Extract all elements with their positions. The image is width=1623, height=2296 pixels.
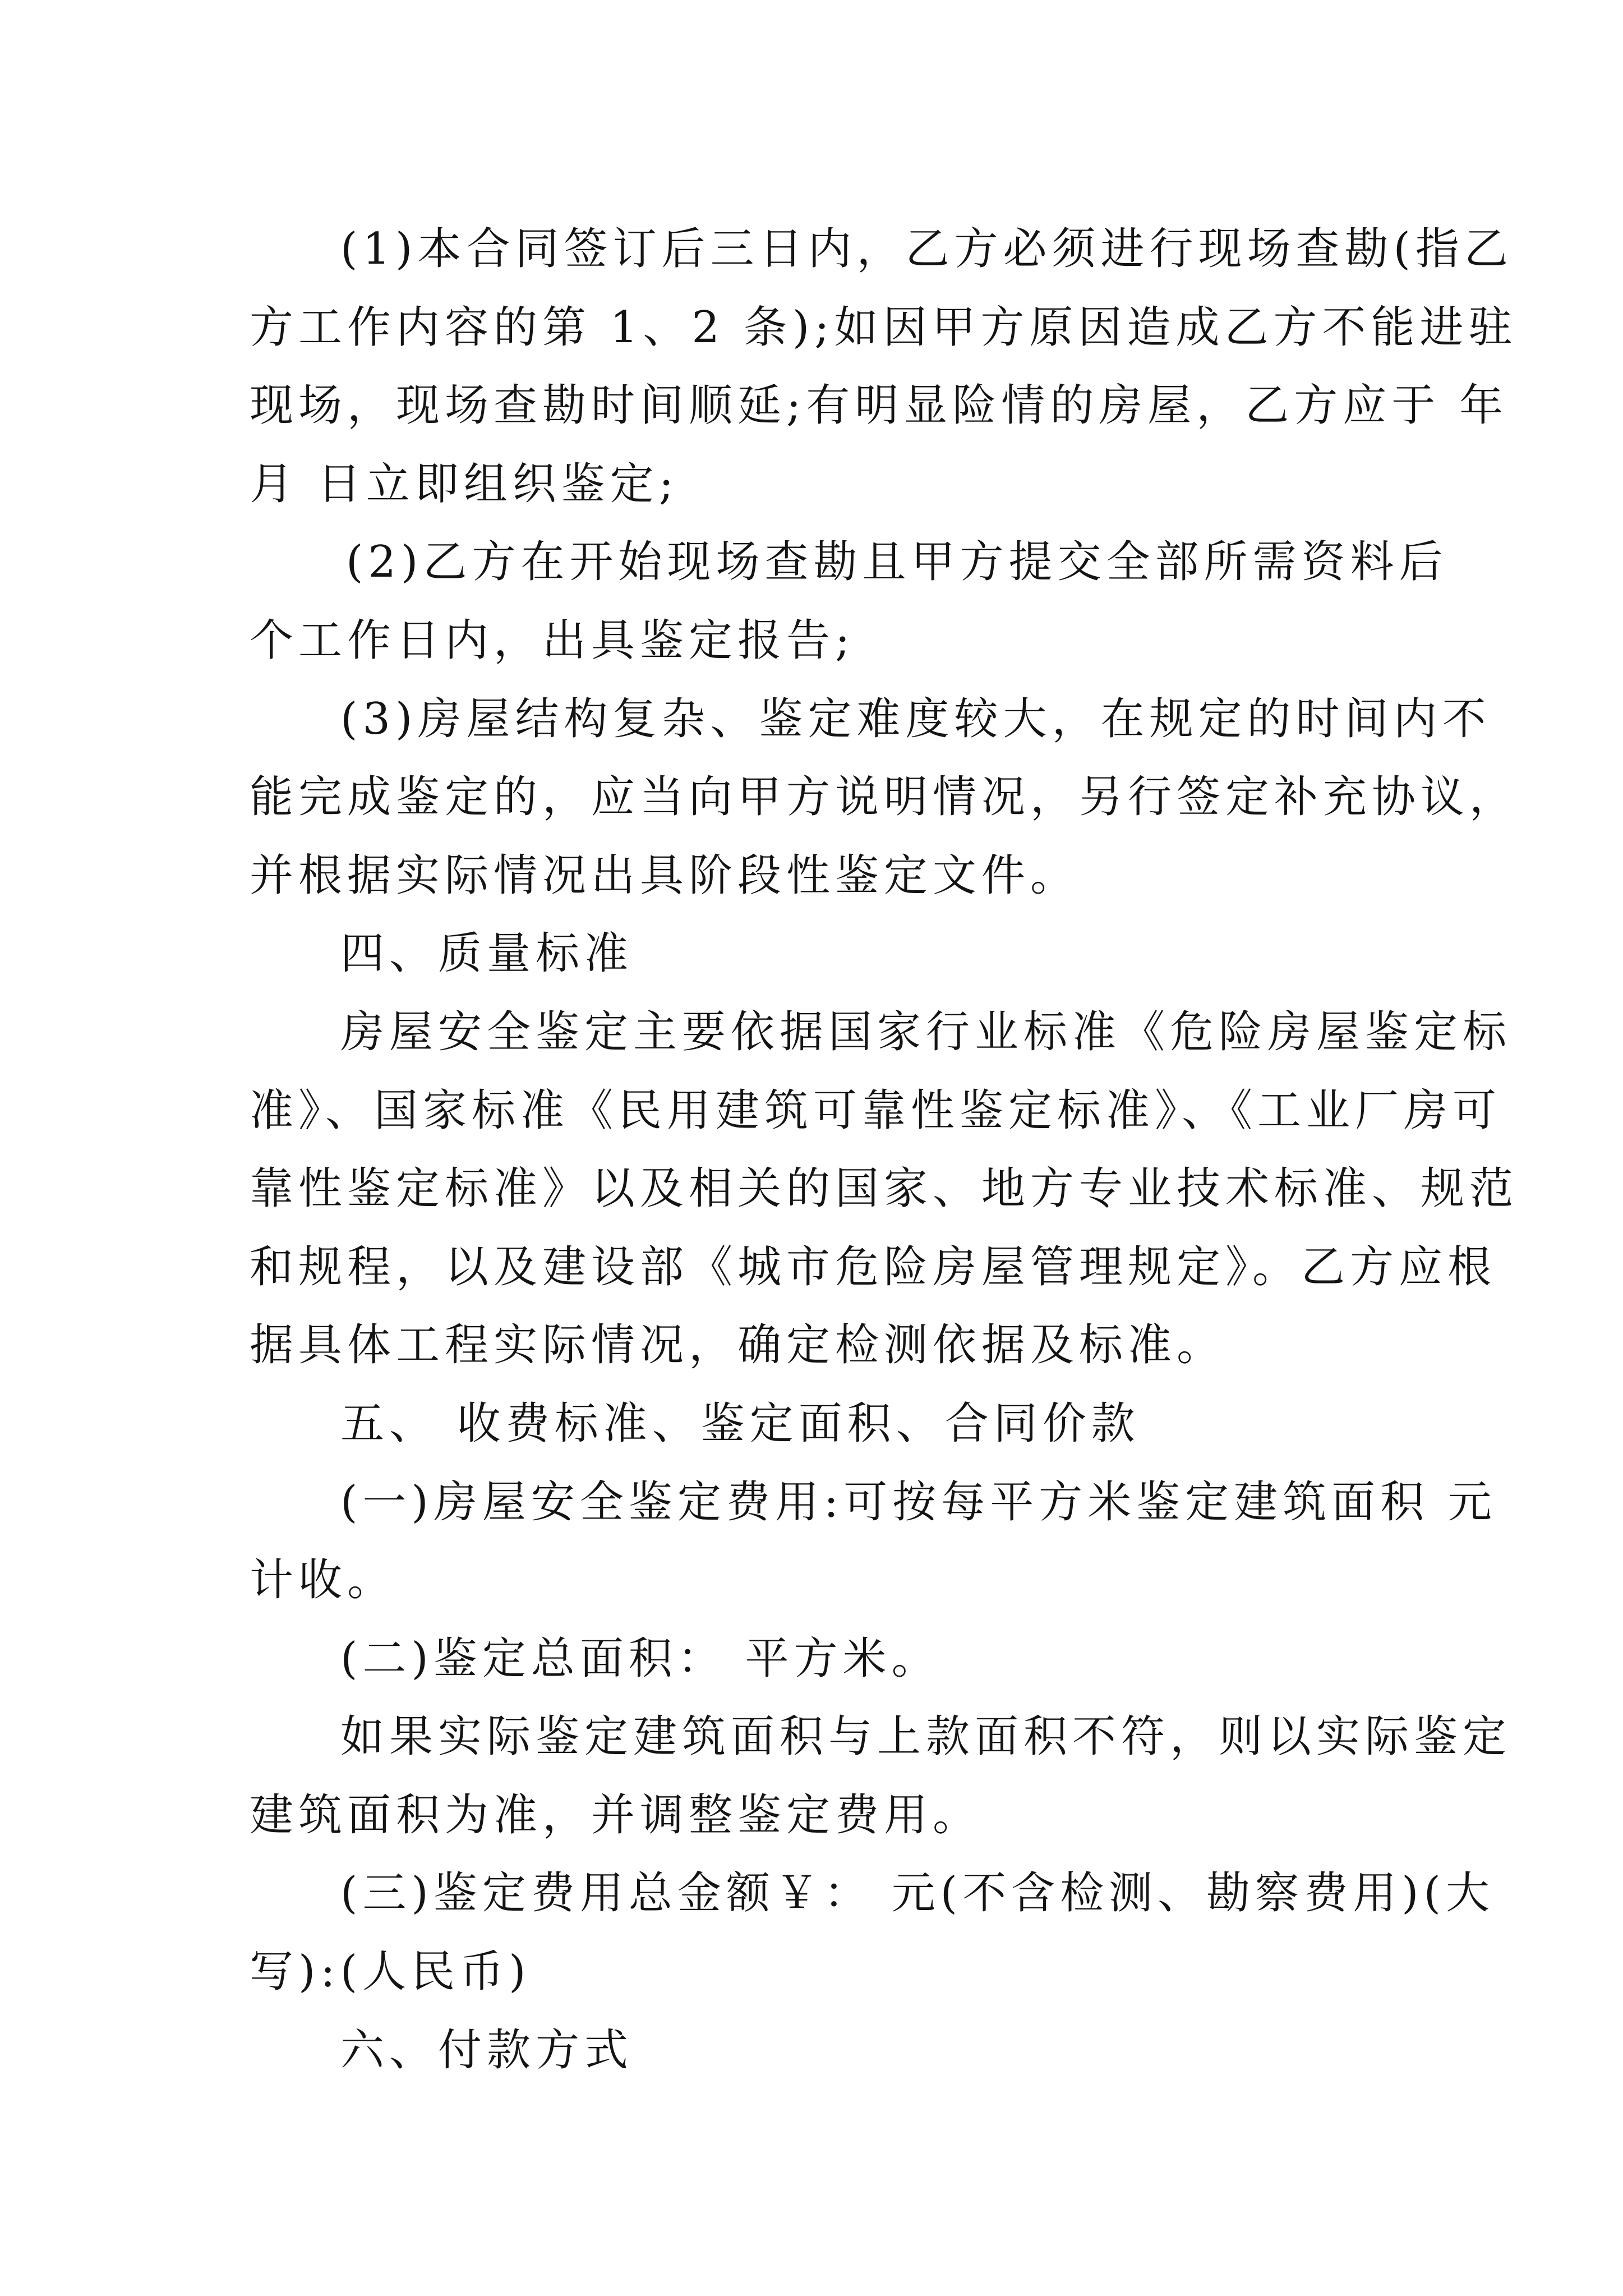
paragraph-line: 准》、国家标准《民用建筑可靠性鉴定标准》、《工业厂房可: [250, 1085, 1502, 1136]
section-heading: 四、质量标准: [340, 928, 634, 979]
paragraph-line: 如果实际鉴定建筑面积与上款面积不符，则以实际鉴定: [340, 1711, 1512, 1763]
paragraph-line: (3)房屋结构复杂、鉴定难度较大，在规定的时间内不: [340, 693, 1491, 744]
paragraph-line: (1)本合同签订后三日内，乙方必须进行现场查勘(指乙: [340, 224, 1513, 274]
paragraph-line: 和规程，以及建设部《城市危险房屋管理规定》。乙方应根: [250, 1241, 1497, 1292]
paragraph-line: 写):(人民币): [250, 1947, 531, 1998]
section-heading: 六、付款方式: [340, 2024, 634, 2076]
paragraph-line: 能完成鉴定的，应当向甲方说明情况，另行签定补充协议，: [250, 772, 1519, 823]
document-body: [250, 210, 1519, 2090]
paragraph-line: 月 日立即组织鉴定;: [250, 458, 679, 509]
paragraph-line: 据具体工程实际情况，确定检测依据及标准。: [250, 1320, 1226, 1371]
paragraph-line: 房屋安全鉴定主要依据国家行业标准《危险房屋鉴定标: [340, 1006, 1512, 1057]
section-heading: 五、 收费标准、鉴定面积、合同价款: [340, 1398, 1140, 1449]
paragraph-line: 计收。: [250, 1555, 396, 1606]
paragraph-line: 建筑面积为准，并调整鉴定费用。: [250, 1789, 982, 1841]
paragraph-line: 靠性鉴定标准》以及相关的国家、地方专业技术标准、规范: [250, 1163, 1519, 1214]
paragraph-line: 并根据实际情况出具阶段性鉴定文件。: [250, 850, 1080, 901]
paragraph-line: (2)乙方在开始现场查勘且甲方提交全部所需资料后: [346, 537, 1448, 588]
paragraph-line: (三)鉴定费用总金额￥： 元(不含检测、勘察费用)(大: [340, 1868, 1495, 1919]
paragraph-line: (一)房屋安全鉴定费用:可按每平方米鉴定建筑面积 元: [340, 1476, 1497, 1527]
paragraph-line: 个工作日内，出具鉴定报告;: [250, 615, 855, 666]
paragraph-line: 方工作内容的第 1、2 条);如因甲方原因造成乙方不能进驻: [250, 302, 1518, 353]
paragraph-line: 现场，现场查勘时间顺延;有明显险情的房屋，乙方应于 年: [250, 380, 1509, 431]
paragraph-line: (二)鉴定总面积： 平方米。: [340, 1633, 940, 1684]
